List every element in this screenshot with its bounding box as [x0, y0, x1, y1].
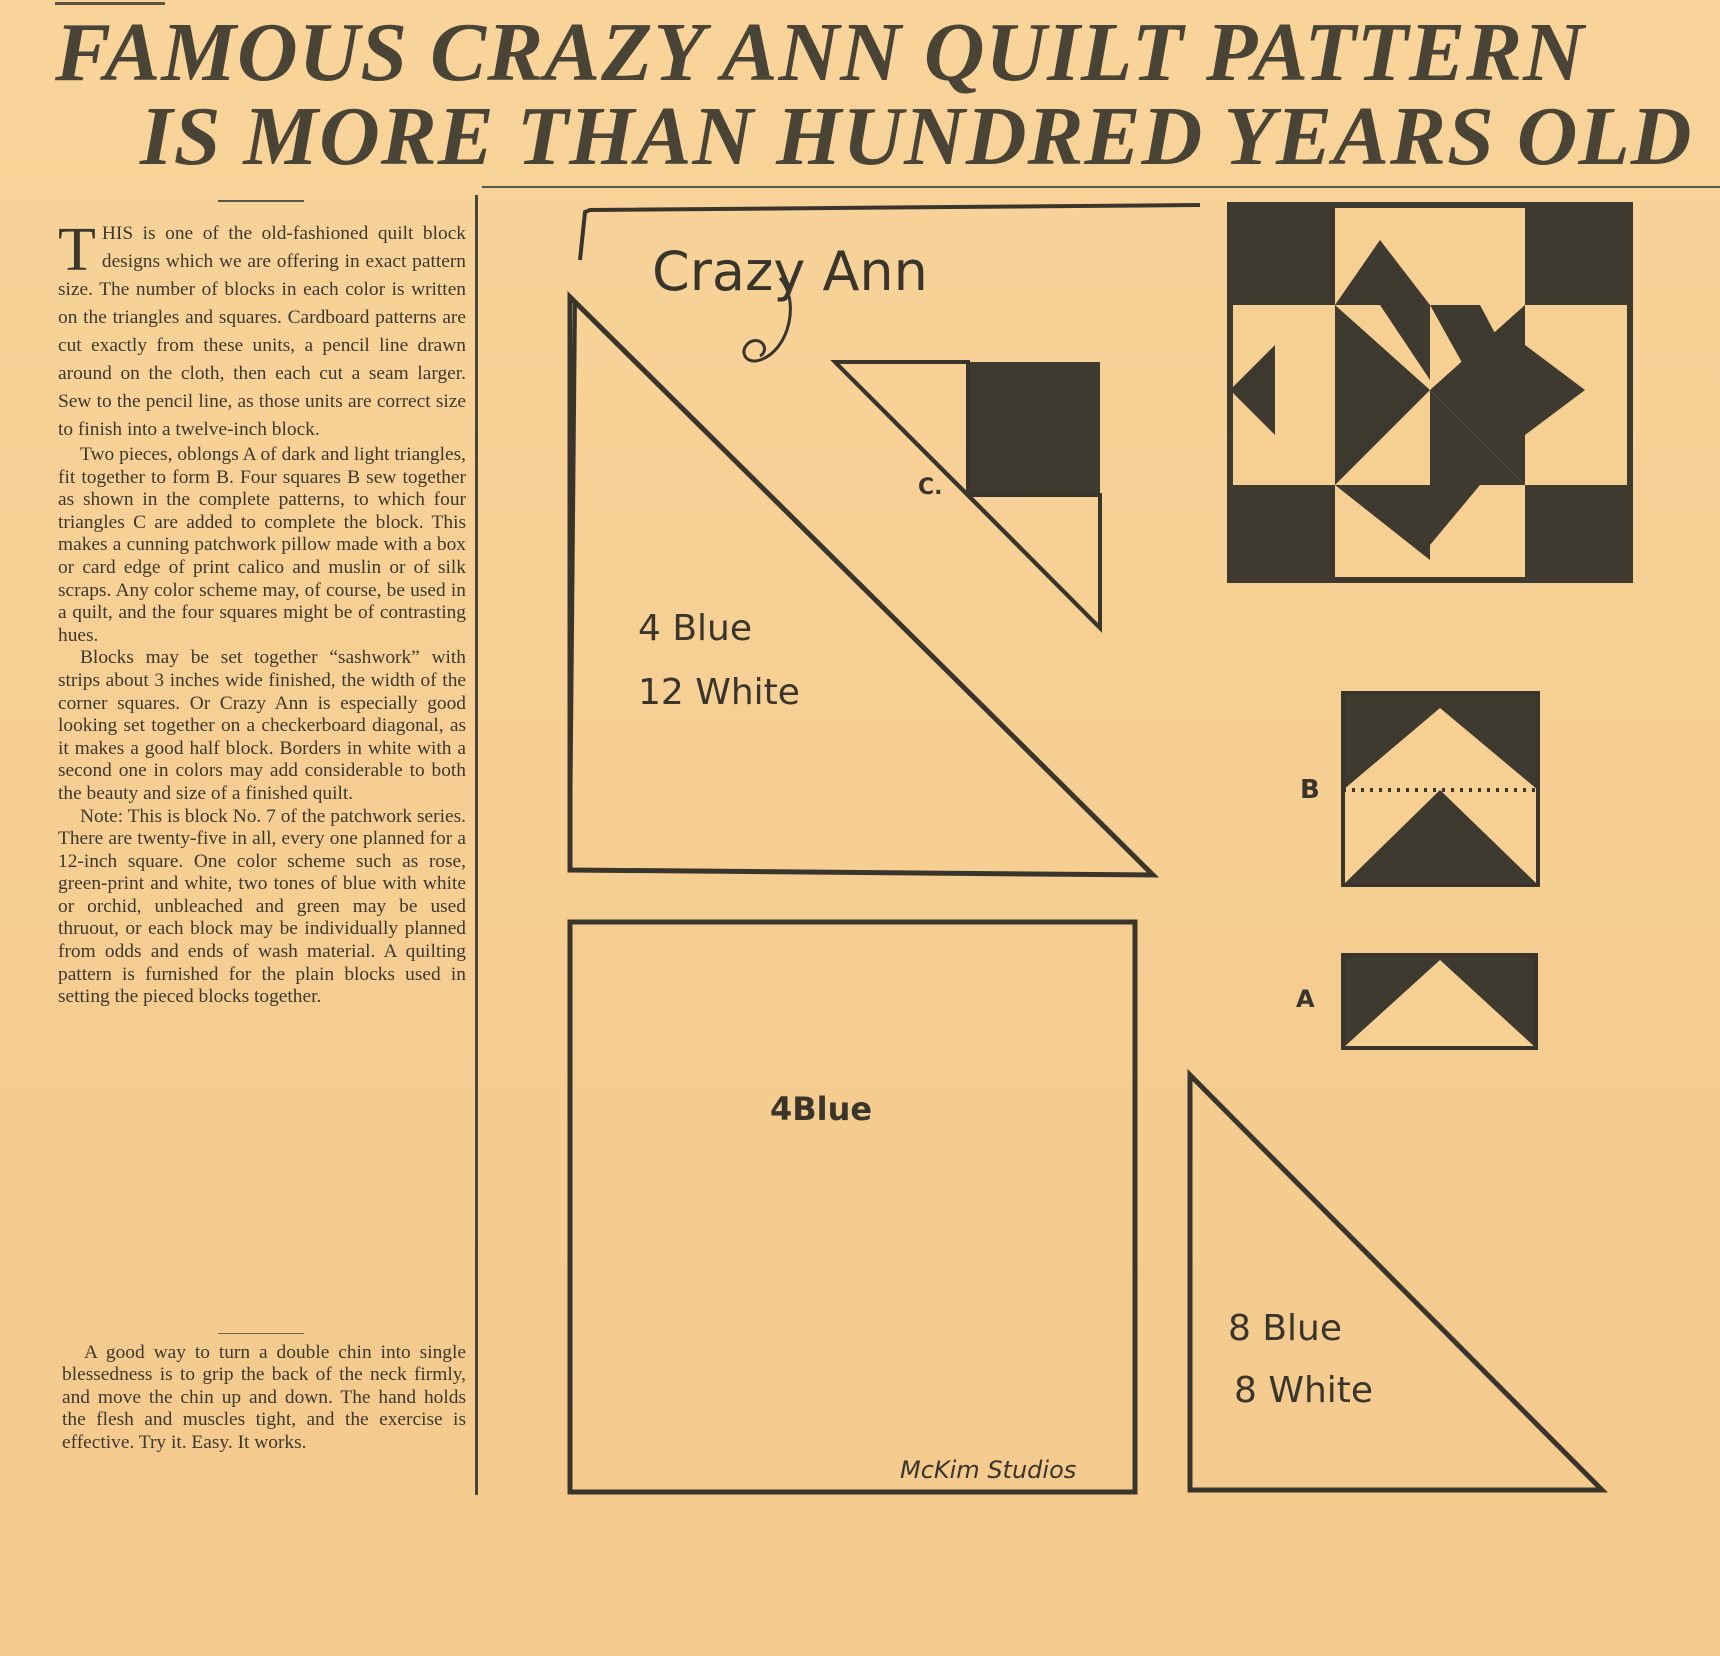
headline-line-1: FAMOUS CRAZY ANN QUILT PATTERN [55, 6, 1585, 99]
piece-a-label: A [1296, 985, 1315, 1013]
article-paragraph-2: Two pieces, oblongs A of dark and light triangles, fit together to form B. Four squares B sew together as shown in the complete patterns, to which four triangles C are added to complete the block. This makes a cunning patchwork pillow made with a box or card edge of print calico and muslin or of silk scraps. Any color scheme may, of course, be used in a quilt, and the four squares might be of contrasting hues. [58, 444, 466, 646]
piece-b-template [1343, 693, 1538, 885]
piece-c-label: C. [918, 475, 943, 500]
large-triangle-count-white: 12 White [638, 672, 800, 713]
headline-line-2: IS MORE THAN HUNDRED YEARS OLD [140, 90, 1693, 183]
article-paragraph-3: Blocks may be set together “sashwork” with strips about 3 inches wide finished, the width of the corner squares. Or Crazy Ann is especially good looking set together on a checkerboard diagonal, as it makes a good half block. Borders in white with a second one in colors may add considerable to both the beauty and size of a finished quilt. [58, 647, 466, 804]
square-count: 4Blue [770, 1090, 873, 1128]
piece-a-template [1343, 955, 1536, 1048]
article-paragraph-1: THIS is one of the old-fashioned quilt block designs which we are offering in exact pattern size. The number of blocks in each color is written on the triangles and squares. Cardboard patterns are cut exactly from these units, a pencil line drawn around on the cloth, then each cut a seam larger. Sew to the pencil line, as those units are correct size to finish into a twelve-inch block. [58, 216, 466, 440]
square-template [570, 922, 1135, 1492]
large-triangle-count-blue: 4 Blue [638, 608, 753, 649]
studio-credit: McKim Studios [900, 1456, 1077, 1484]
small-triangle-template [1190, 1075, 1602, 1490]
piece-c-template [835, 362, 1100, 628]
tip-paragraph: A good way to turn a double chin into single blessedness is to grip the back of the neck firmly, and move the chin up and down. The hand holds the flesh and muscles tight, and the exercise is effective. Try it. Easy. It works. [62, 1342, 466, 1453]
pattern-title: Crazy Ann [652, 240, 928, 303]
article-paragraph-4: Note: This is block No. 7 of the patchwork series. There are twenty-five in all, every one planned for a 12-inch square. One color scheme such as rose, green-print and white, two tones of blue with white or orchid, unbleached and green may be used thruout, or each block may be individually planned from odds and ends of wash material. A quilting pattern is furnished for the plain blocks used in setting the pieced blocks together. [58, 805, 466, 1008]
small-triangle-count-white: 8 White [1234, 1370, 1374, 1411]
complete-block-illustration [1230, 205, 1630, 580]
small-triangle-count-blue: 8 Blue [1228, 1308, 1343, 1349]
drop-cap: T [58, 216, 96, 284]
piece-b-label: B [1300, 775, 1320, 805]
